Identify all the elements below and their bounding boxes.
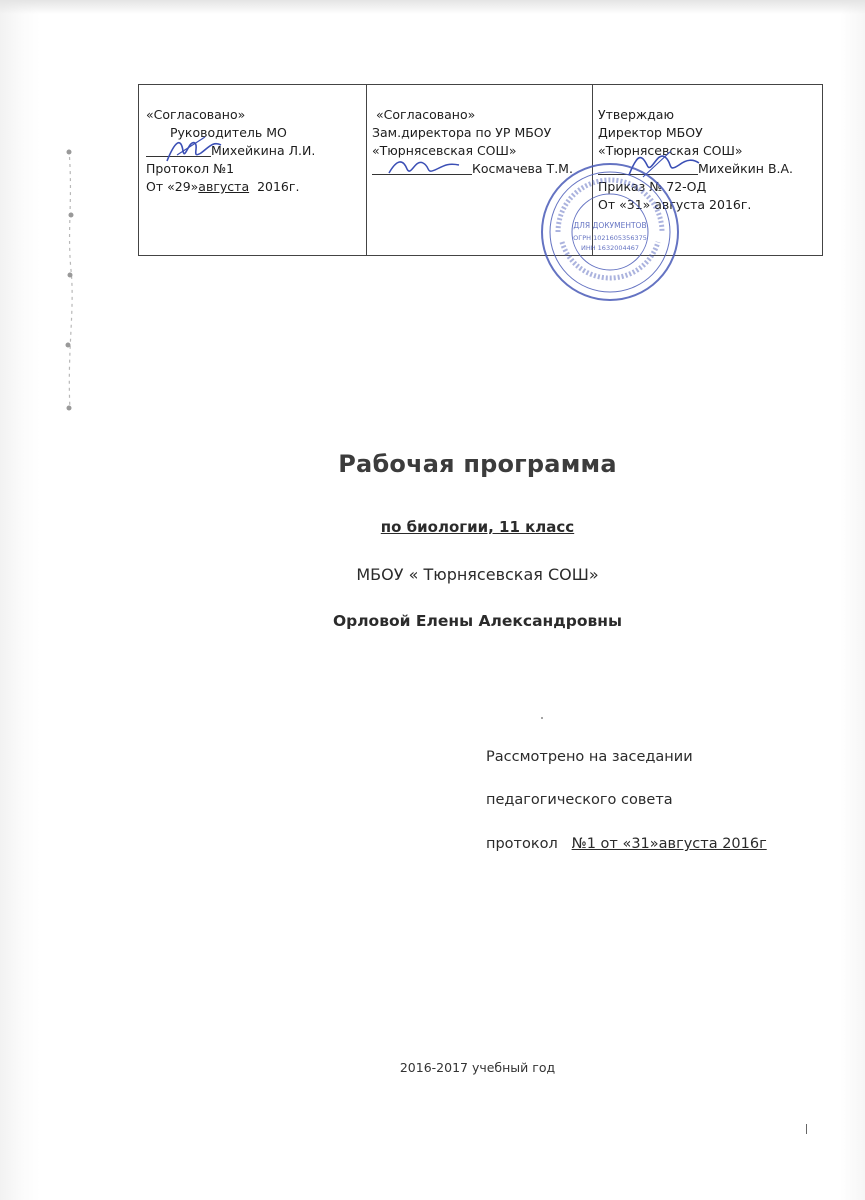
- binding-stitch: [55, 140, 85, 420]
- document-title: Рабочая программа: [338, 450, 617, 478]
- scan-edge-shadow: [0, 0, 865, 14]
- review-line-3: [486, 836, 767, 852]
- document-subtitle: по биологии, 11 класс: [380, 518, 575, 536]
- approval-director-school: «Тюрнясевская СОШ»: [598, 143, 743, 158]
- approval-deputy-name: Космачева Т.М.: [472, 161, 573, 176]
- approval-mo-date-year: 2016г.: [257, 179, 300, 194]
- approval-mo-heading: «Согласовано»: [146, 107, 246, 122]
- approval-mo-date-month: августа: [198, 179, 250, 194]
- school-name: МБОУ « Тюрнясевская СОШ»: [356, 565, 599, 584]
- approval-director-date: От «31» августа 2016г.: [598, 197, 752, 212]
- approval-table: [138, 84, 823, 256]
- review-protocol-label: протокол: [486, 836, 572, 852]
- approval-deputy-role: Зам.директора по УР МБОУ: [372, 125, 552, 140]
- approval-deputy-heading: «Согласовано»: [376, 107, 476, 122]
- signature-kosmacheva: [385, 155, 465, 179]
- approval-mo-date-prefix: От «29»: [146, 179, 199, 194]
- stamp-label: ДЛЯ ДОКУМЕНТОВ: [573, 221, 647, 230]
- review-line-1: Рассмотрено на заседании: [486, 749, 693, 765]
- review-protocol-number: №1 от «31»августа 2016г: [571, 836, 767, 852]
- approval-mo-date: [146, 178, 299, 196]
- approval-director-name: Михейкин В.А.: [698, 161, 794, 176]
- approval-mo-protocol: Протокол №1: [146, 161, 235, 176]
- review-line-2: педагогического совета: [486, 792, 673, 808]
- signature-mikheykina: [161, 131, 231, 167]
- teacher-name: Орловой Елены Александровны: [332, 612, 623, 630]
- page-edge-mark: [806, 1124, 807, 1134]
- approval-mo-name: Михейкина Л.И.: [211, 143, 316, 158]
- approval-director-role: Директор МБОУ: [598, 125, 703, 140]
- official-stamp: [538, 160, 683, 305]
- scan-speck: [541, 717, 543, 719]
- academic-year: 2016-2017 учебный год: [399, 1060, 556, 1075]
- stamp-inn: ИНН 1632004467: [580, 244, 640, 252]
- approval-deputy-school: «Тюрнясевская СОШ»: [372, 143, 517, 158]
- approval-mo-role: Руководитель МО: [170, 125, 287, 140]
- approval-director-heading: Утверждаю: [598, 107, 674, 122]
- approval-cell-mo: [139, 85, 367, 256]
- approval-director-order: Приказ № 72-ОД: [598, 179, 707, 194]
- stamp-ogrn: ОГРН 1021605356375: [573, 234, 647, 242]
